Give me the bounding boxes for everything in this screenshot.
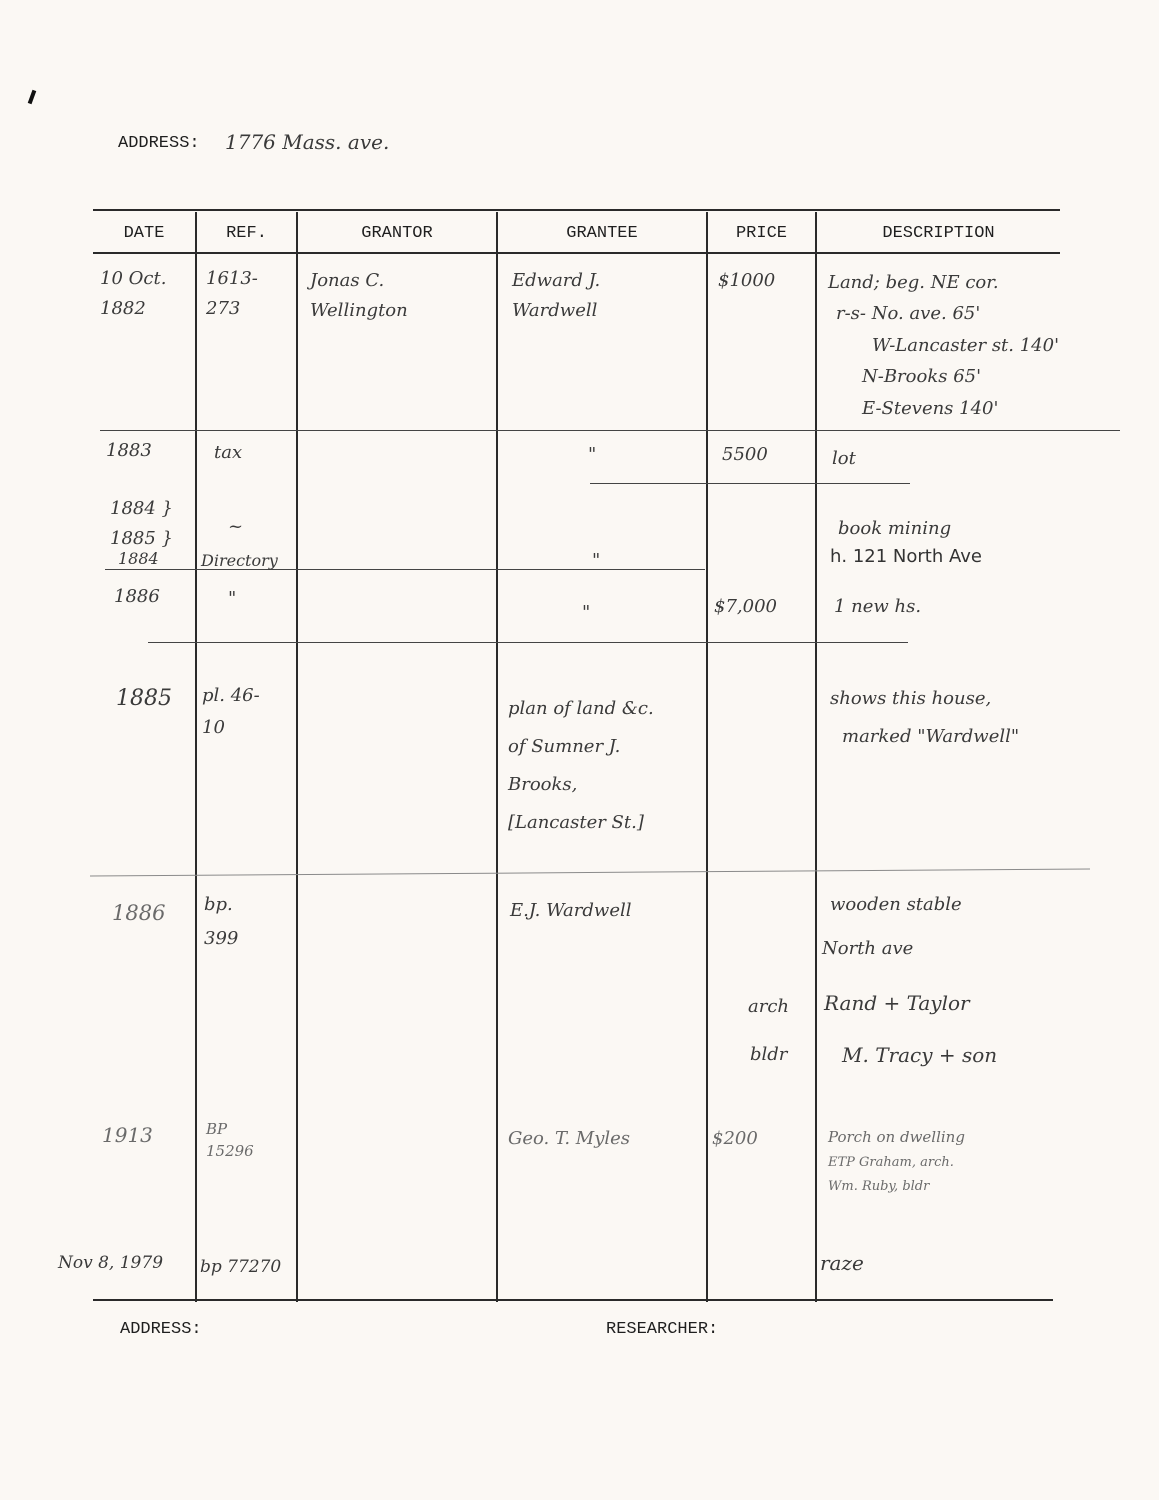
column-header-description: DESCRIPTION — [882, 224, 995, 243]
row8-grantee: Geo. T. Myles — [508, 1128, 631, 1149]
row2-price: 5500 — [722, 444, 768, 465]
row6-description-line: shows this house, — [830, 688, 992, 709]
row9-date: Nov 8, 1979 — [58, 1253, 164, 1273]
row6-grantee: plan of land &c. of Sumner J. Brooks, [Lancaster St.] — [508, 698, 654, 833]
row7-ref: bp. 399 — [204, 894, 239, 949]
row2-description: lot — [832, 448, 856, 469]
row3-date: 1884 } 1885 } — [110, 498, 173, 549]
row5-description: 1 new hs. — [834, 596, 922, 617]
row7-description-line: M. Tracy + son — [842, 1043, 998, 1067]
table-top-rule — [93, 209, 1060, 211]
row2-grantee: " — [588, 444, 597, 465]
row5-price: $7,000 — [714, 596, 777, 617]
row4-description: h. 121 North Ave — [830, 546, 982, 567]
row4-date: 1884 — [118, 549, 159, 568]
row1-description-line: W-Lancaster st. 140' — [872, 335, 1060, 356]
row-rule — [105, 569, 705, 570]
column-header-price: PRICE — [735, 224, 787, 243]
row9-description: raze — [820, 1251, 864, 1275]
row1-grantor: Jonas C. Wellington — [310, 270, 408, 321]
row7-grantee: E.J. Wardwell — [510, 900, 632, 921]
row8-description-line: Wm. Ruby, bldr — [828, 1179, 930, 1194]
row-rule — [148, 642, 908, 643]
row1-grantee: Edward J. Wardwell — [512, 270, 601, 321]
row6-ref: pl. 46- 10 — [202, 685, 260, 738]
row1-description-line: Land; beg. NE cor. — [828, 272, 999, 293]
col-divider — [706, 212, 708, 1302]
row1-description-line: r-s- No. ave. 65' — [836, 303, 981, 324]
row7-description-line: North ave — [822, 938, 914, 959]
row1-description-line: E-Stevens 140' — [862, 398, 999, 419]
row3-ref: ~ — [228, 516, 244, 537]
footer-address-label: ADDRESS: — [120, 1320, 202, 1339]
row5-date: 1886 — [114, 586, 160, 607]
col-divider — [195, 212, 197, 1302]
row9-ref: bp 77270 — [200, 1257, 282, 1277]
row8-ref: BP 15296 — [206, 1120, 254, 1160]
row8-description-line: Porch on dwelling — [828, 1128, 965, 1146]
col-divider — [496, 212, 498, 1302]
column-header-date: DATE — [123, 224, 165, 243]
row-rule — [590, 483, 910, 484]
row7-arch-note: arch — [748, 996, 790, 1017]
row6-description-line: marked "Wardwell" — [842, 726, 1020, 747]
row2-ref: tax — [214, 442, 243, 463]
row7-bldr-note: bldr — [750, 1044, 788, 1065]
row3-description: book mining — [838, 518, 952, 539]
address-label: ADDRESS: — [118, 134, 200, 153]
row4-grantee: " — [592, 550, 601, 571]
row8-price: $200 — [712, 1128, 758, 1149]
col-divider — [815, 212, 817, 1302]
row4-ref: Directory — [201, 551, 278, 570]
column-header-ref: REF. — [226, 224, 267, 243]
row2-date: 1883 — [106, 440, 152, 461]
row1-price: $1000 — [718, 270, 776, 291]
row1-ref: 1613- 273 — [206, 268, 258, 319]
row5-grantee: " — [582, 602, 591, 623]
row8-description-line: ETP Graham, arch. — [828, 1155, 954, 1170]
row7-description-line: wooden stable — [830, 894, 962, 915]
row1-date: 10 Oct. 1882 — [100, 268, 167, 319]
row-rule — [90, 869, 1090, 877]
row7-description-line: Rand + Taylor — [824, 991, 970, 1015]
table-header-rule — [93, 252, 1060, 254]
row-rule — [100, 430, 1120, 431]
col-divider — [296, 212, 298, 1302]
row6-date: 1885 — [116, 686, 172, 711]
table-bottom-rule — [93, 1299, 1053, 1301]
row7-date: 1886 — [112, 901, 166, 925]
row5-ref: " — [228, 588, 237, 609]
column-header-grantor: GRANTOR — [361, 224, 433, 243]
corner-mark — [28, 90, 37, 105]
row8-date: 1913 — [102, 1123, 153, 1147]
footer-researcher-label: RESEARCHER: — [606, 1320, 719, 1339]
row1-description-line: N-Brooks 65' — [862, 366, 982, 387]
column-header-grantee: GRANTEE — [566, 224, 638, 243]
address-value: 1776 Mass. ave. — [225, 130, 390, 154]
